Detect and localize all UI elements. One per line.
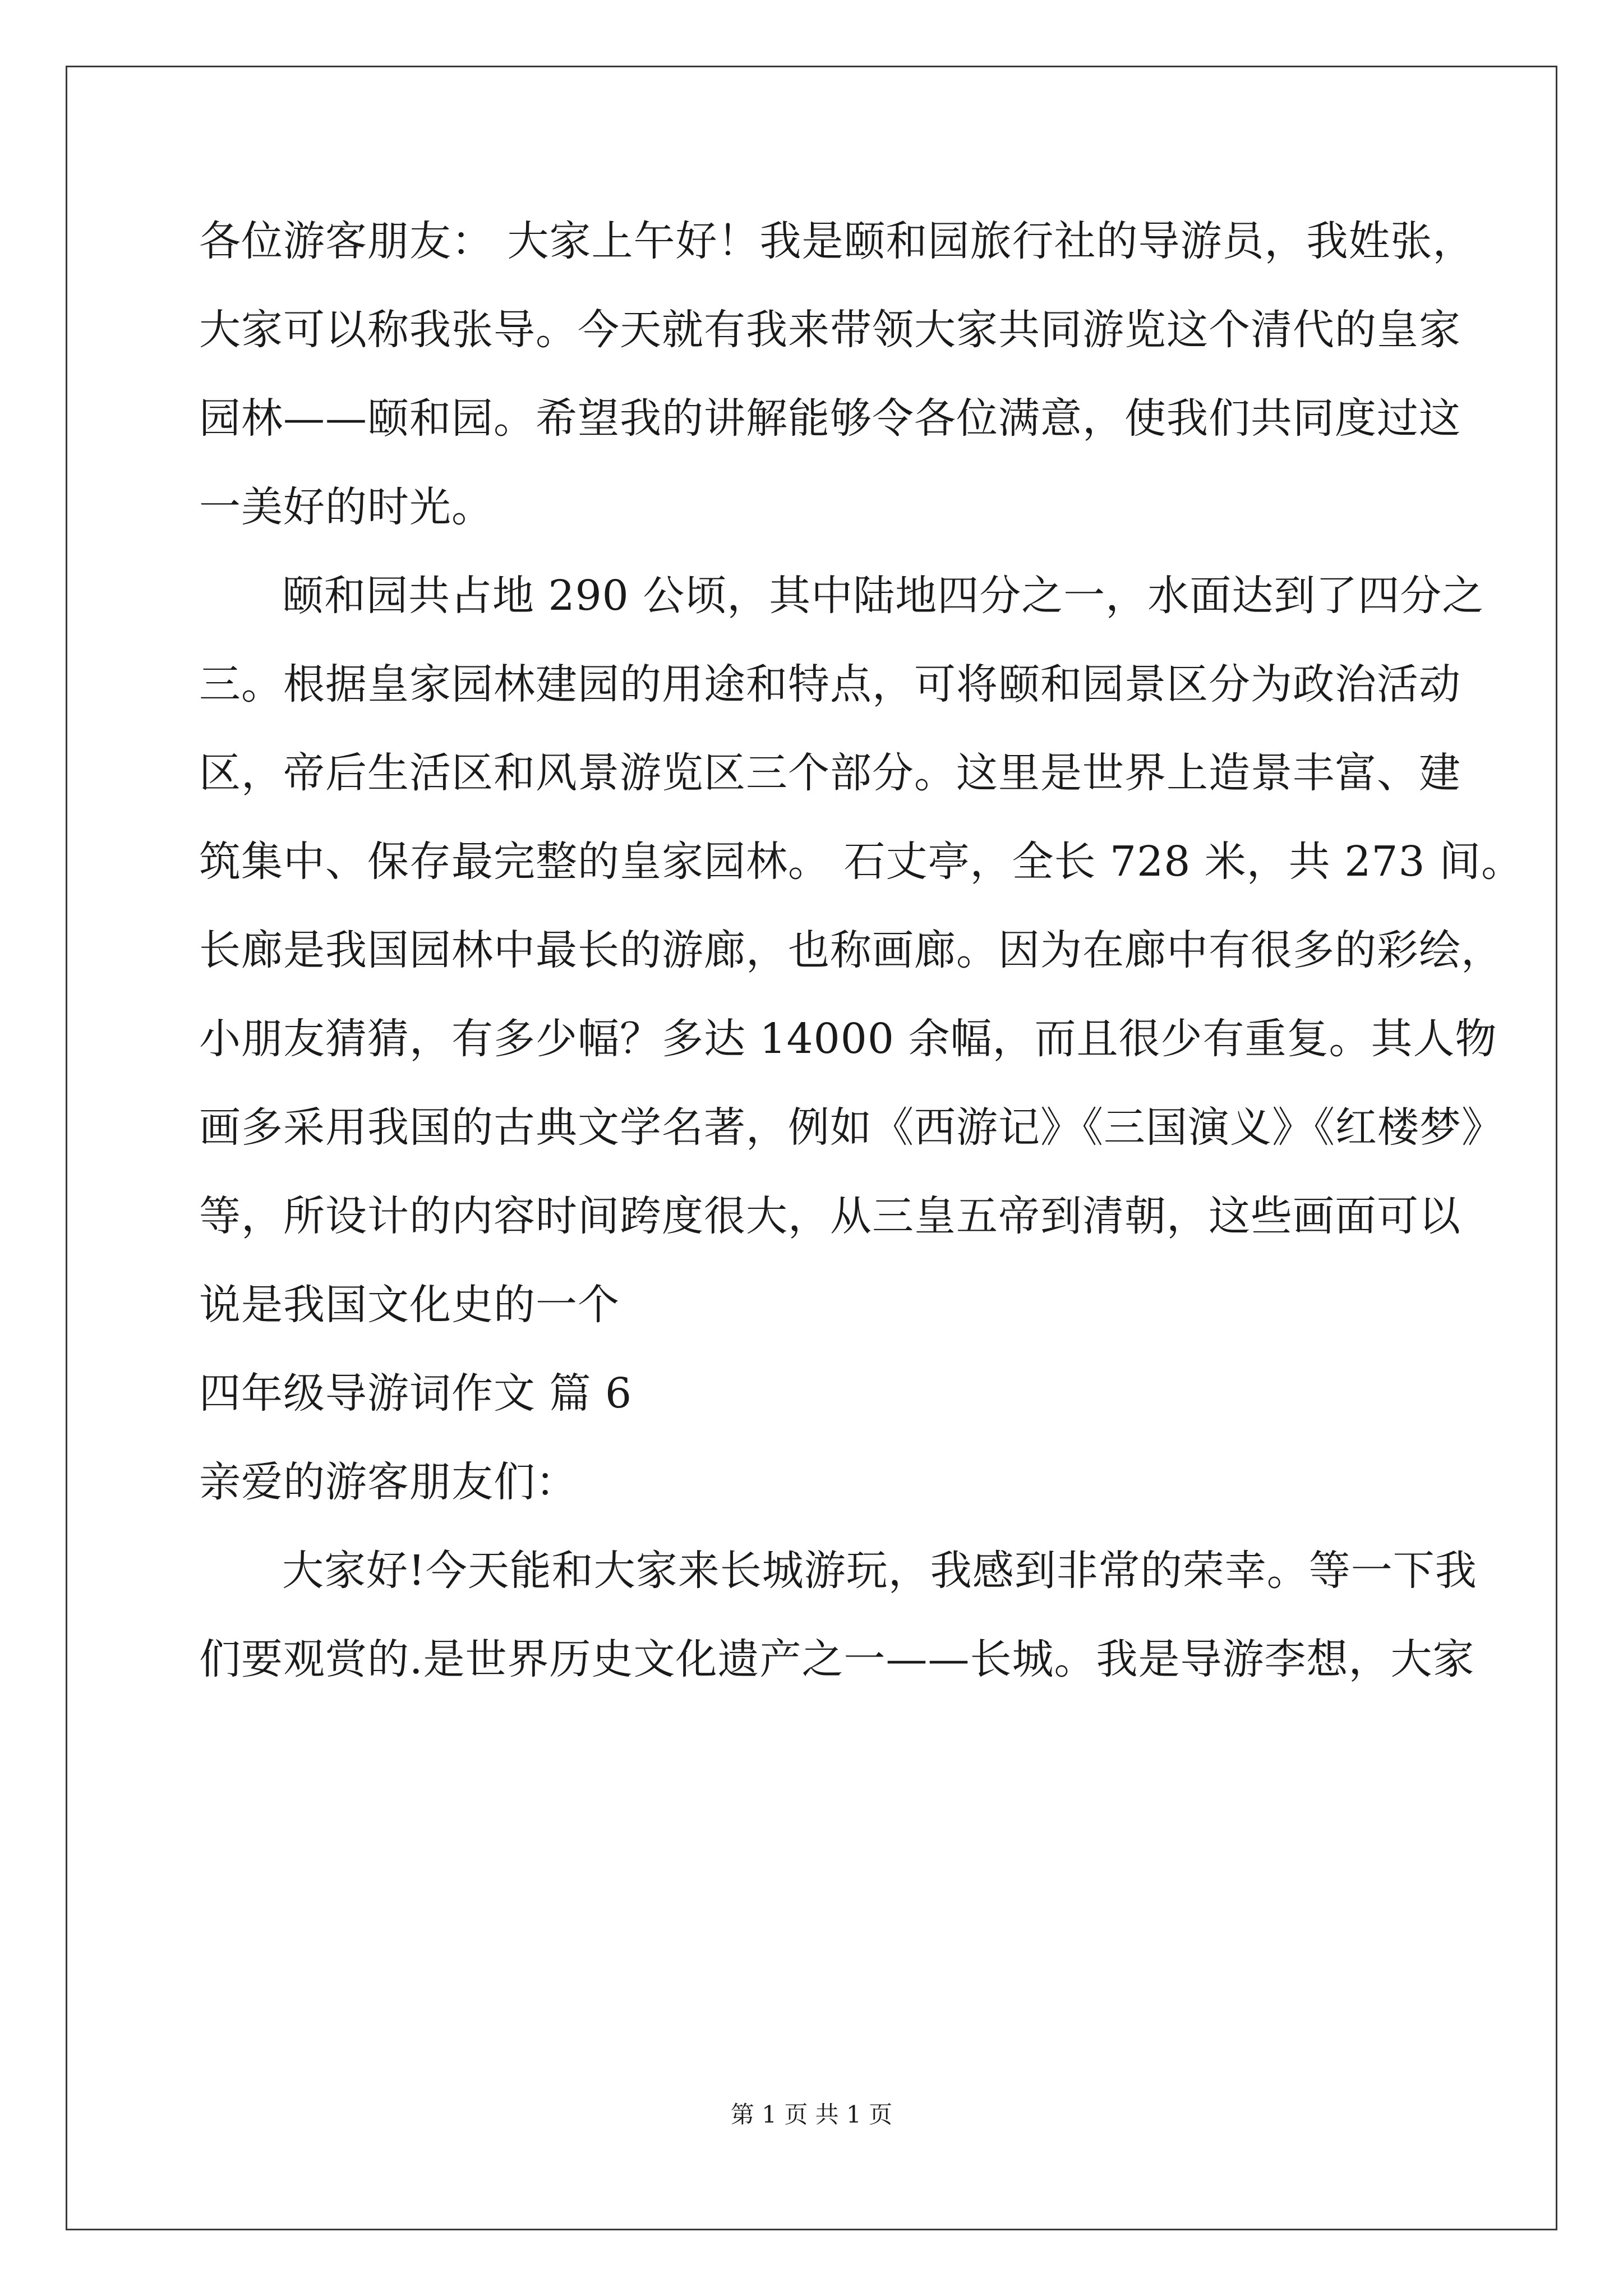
text-line: 大家好!今天能和大家来长城游玩，我感到非常的荣幸。等一下我 (282, 1547, 1477, 1595)
text-line: 三。根据皇家园林建园的用途和特点，可将颐和园景区分为政治活动 (199, 660, 1461, 708)
section-heading: 四年级导游词作文 篇 6 (199, 1369, 633, 1418)
text-line: 大家可以称我张导。今天就有我来带领大家共同游览这个清代的皇家 (199, 306, 1461, 354)
text-line: 长廊是我国园林中最长的游廊，也称画廊。因为在廊中有很多的彩绘， (199, 926, 1503, 974)
text-line: 园林——颐和园。希望我的讲解能够令各位满意，使我们共同度过这 (199, 394, 1461, 443)
text-line: 颐和园共占地 290 公顷，其中陆地四分之一，水面达到了四分之 (282, 572, 1484, 620)
text-line: 一美好的时光。 (199, 483, 494, 531)
text-line: 说是我国文化史的一个 (199, 1281, 620, 1329)
document-body (199, 217, 1524, 1726)
text-line: 区，帝后生活区和风景游览区三个部分。这里是世界上造景丰富、建 (199, 749, 1461, 797)
text-line: 等，所设计的内容时间跨度很大，从三皇五帝到清朝，这些画面可以 (199, 1192, 1461, 1240)
text-line: 画多采用我国的古典文学名著，例如《西游记》《三国演义》《红楼梦》 (199, 1103, 1504, 1152)
text-line: 小朋友猜猜，有多少幅？多达 14000 余幅，而且很少有重复。其人物 (199, 1015, 1497, 1063)
salutation: 亲爱的游客朋友们： (199, 1458, 578, 1506)
page-footer: 第 1 页 共 1 页 (730, 2101, 893, 2128)
text-line: 筑集中、保存最完整的皇家园林。 石丈亭，全长 728 米，共 273 间。 (199, 838, 1524, 886)
text-line: 各位游客朋友： 大家上午好！我是颐和园旅行社的导游员，我姓张， (199, 217, 1475, 265)
text-line: 们要观赏的.是世界历史文化遗产之一——长城。我是导游李想，大家 (199, 1635, 1475, 1683)
